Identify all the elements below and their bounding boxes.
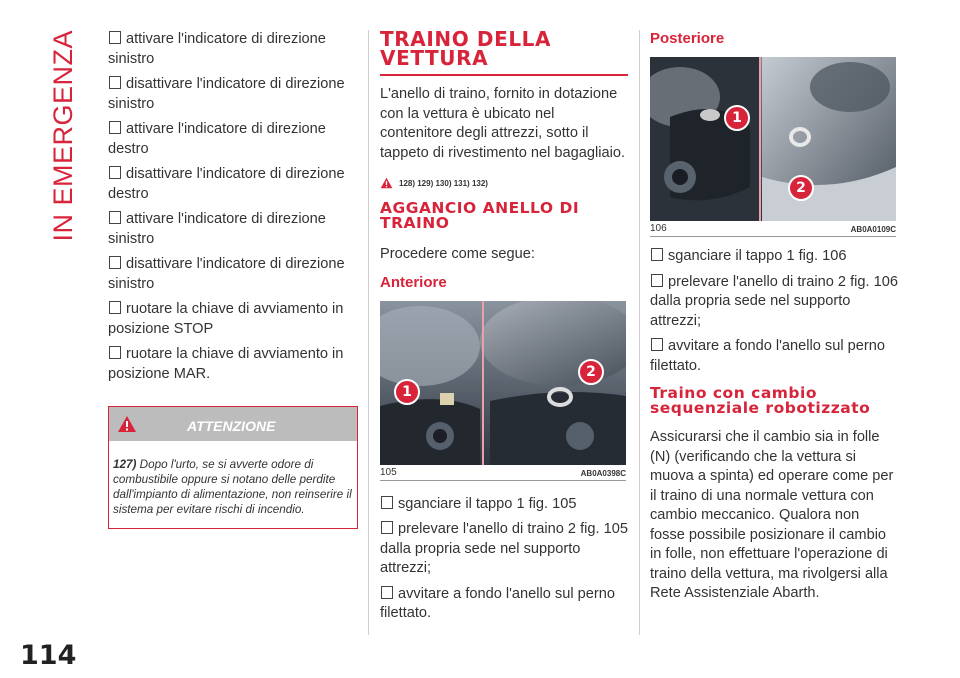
checkbox-bullet-icon <box>381 586 393 599</box>
checkbox-bullet-icon <box>109 31 121 44</box>
column-divider <box>639 30 640 635</box>
warning-triangle-icon <box>380 177 393 189</box>
step-item: attivare l'indicatore di direzione sinistro <box>108 31 326 67</box>
step-item: prelevare l'anello di traino 2 fig. 106 dalla propria sede nel supporto attrezzi; <box>650 273 898 329</box>
step-item: avvitare a fondo l'anello sul perno filettato. <box>380 585 615 621</box>
step-item: disattivare l'indicatore di direzione destro <box>108 166 345 202</box>
front-label: Anteriore <box>380 273 447 291</box>
checkbox-bullet-icon <box>651 248 663 261</box>
checkbox-bullet-icon <box>109 166 121 179</box>
figure-caption <box>380 465 626 480</box>
checkbox-bullet-icon <box>109 346 121 359</box>
figure-number: 106 <box>650 223 667 234</box>
subsection-heading: Traino con cambio sequenziale robotizzato <box>650 384 871 417</box>
step-item: attivare l'indicatore di direzione destro <box>108 121 326 157</box>
step-item: ruotare la chiave di avviamento in posizione STOP <box>108 301 344 337</box>
subsection-heading: AGGANCIO ANELLO DI TRAINO <box>380 199 580 232</box>
column-left <box>108 30 356 529</box>
step-item: attivare l'indicatore di direzione sinistro <box>108 211 326 247</box>
warning-triangle-icon <box>117 415 137 433</box>
checkbox-bullet-icon <box>109 211 121 224</box>
section-title: IN EMERGENZA <box>47 30 78 242</box>
checkbox-bullet-icon <box>109 256 121 269</box>
body-paragraph: Assicurarsi che il cambio sia in folle (N) (verificando che la vettura si muova a spinta) ed operare come per il traino di una normale vettura con cambio meccanico. Qualora non fosse possibile posizionare il cambio in folle, non effettuare l'operazione di traino della vettura, ma rivolgersi alla Rete Assistenziale Abarth. <box>650 429 894 601</box>
front-steps <box>380 495 628 624</box>
figure-photo <box>650 57 896 221</box>
figure-image-front-tow-hook <box>380 301 626 465</box>
warning-text: 127) Dopo l'urto, se si avverte odore di combustibile oppure si notano delle perdite dall'impianto di alimentazione, non reinserire il sistema per evitare rischi di incendio. <box>113 458 352 516</box>
figure-106 <box>650 57 896 237</box>
step-item: prelevare l'anello di traino 2 fig. 105 dalla propria sede nel supporto attrezzi; <box>380 521 628 576</box>
checkbox-bullet-icon <box>109 121 121 134</box>
step-item: sganciare il tappo 1 fig. 106 <box>650 247 898 267</box>
warning-title: ATTENZIONE <box>187 418 276 434</box>
checkbox-bullet-icon <box>651 274 663 287</box>
warning-header <box>109 407 357 441</box>
warning-references: 128) 129) 130) 131) 132) <box>380 177 628 189</box>
warning-ref: 127) <box>113 458 137 471</box>
step-item: avvitare a fondo l'anello sul perno filettato. <box>650 338 885 374</box>
figure-callout-2: 2 <box>788 175 814 201</box>
checkbox-bullet-icon <box>381 496 393 509</box>
figure-caption <box>650 221 896 236</box>
heading-rule <box>380 74 628 76</box>
rear-steps <box>650 247 898 376</box>
checkbox-bullet-icon <box>109 301 121 314</box>
warning-box <box>108 406 358 529</box>
figure-image-rear-tow-hook <box>650 57 896 221</box>
figure-callout-2: 2 <box>578 359 604 385</box>
figure-code: AB0A0109C <box>850 225 896 234</box>
figure-105 <box>380 301 626 481</box>
step-item: disattivare l'indicatore di direzione sinistro <box>108 76 345 112</box>
column-divider <box>368 30 369 635</box>
checkbox-bullet-icon <box>109 76 121 89</box>
figure-number: 105 <box>380 466 397 478</box>
page-number: 114 <box>20 640 77 671</box>
checkbox-bullet-icon <box>381 521 393 534</box>
step-item: sganciare il tappo 1 fig. 105 <box>380 495 628 515</box>
section-heading: TRAINO DELLA VETTURA <box>380 27 552 70</box>
step-item: ruotare la chiave di avviamento in posizione MAR. <box>108 346 344 382</box>
rear-label: Posteriore <box>650 30 725 47</box>
section-side-tab <box>38 30 88 270</box>
figure-callout-1: 1 <box>724 105 750 131</box>
checkbox-bullet-icon <box>651 338 663 351</box>
procedure-text: Procedere come segue: <box>380 246 535 262</box>
column-right <box>650 30 898 604</box>
figure-code: AB0A0398C <box>580 468 626 478</box>
figure-callout-1: 1 <box>394 379 420 405</box>
step-item: disattivare l'indicatore di direzione sinistro <box>108 256 345 292</box>
column-middle <box>380 27 628 630</box>
intro-paragraph: L'anello di traino, fornito in dotazione con la vettura è ubicato nel contenitore degli attrezzi, sotto il tappeto di rivestimento nel bagagliaio. <box>380 86 626 161</box>
